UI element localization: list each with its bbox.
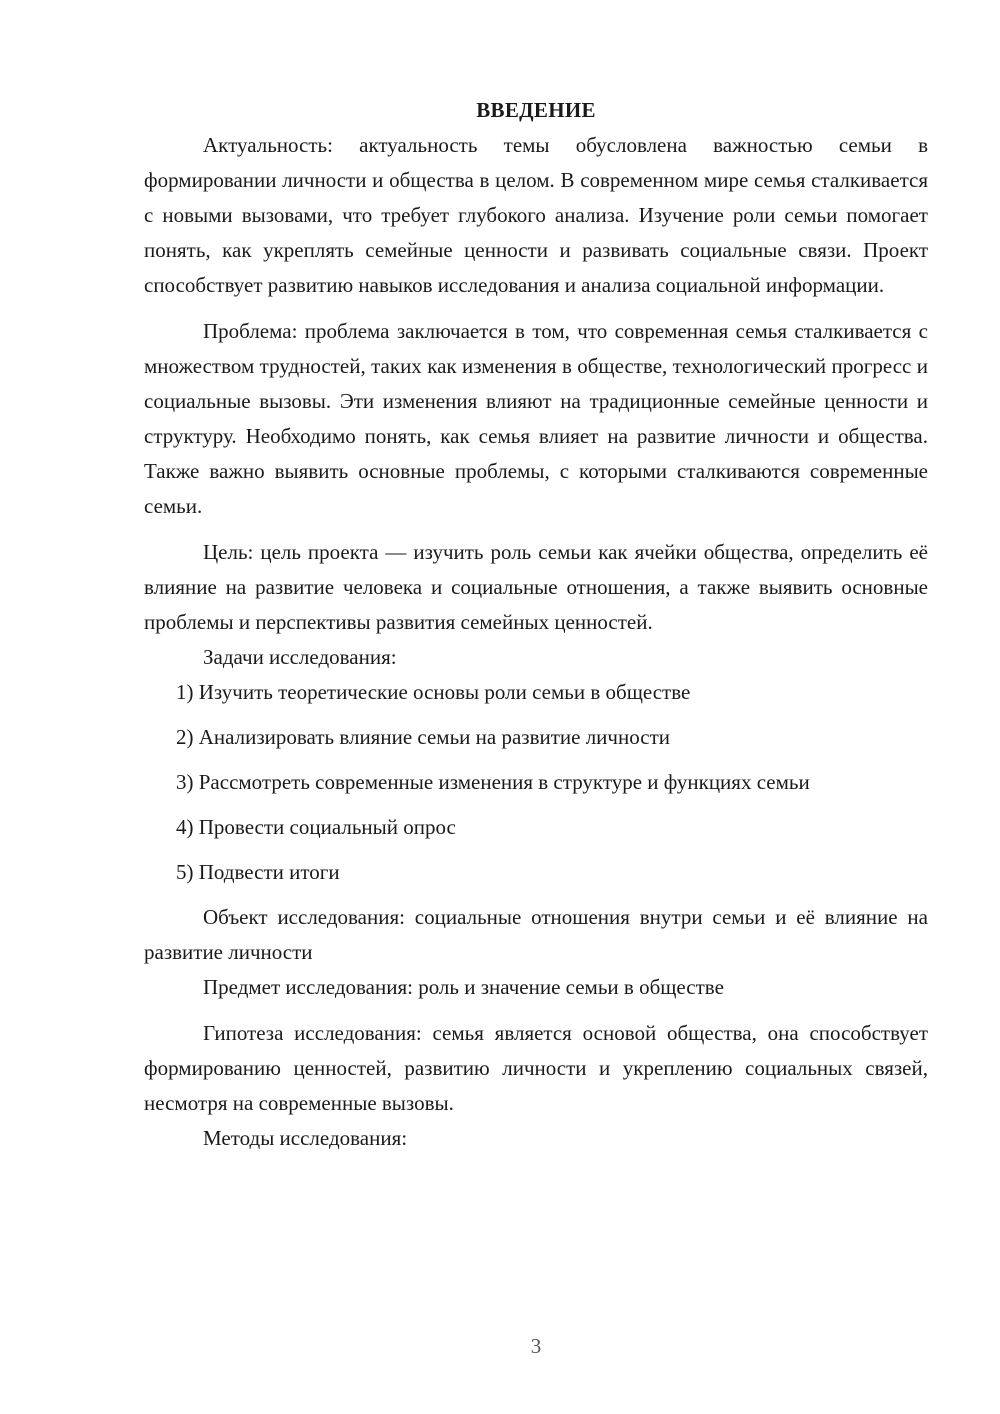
page-content [144, 93, 928, 1156]
object-paragraph: Объект исследования: социальные отношения внутри семьи и её влияние на развитие личности [144, 905, 928, 964]
page-number: 3 [530, 1334, 542, 1358]
tasks-heading: Задачи исследования: [203, 645, 397, 669]
section-title: ВВЕДЕНИЕ [476, 98, 596, 122]
relevance-paragraph: Актуальность: актуальность темы обусловлена важностью семьи в формировании личности и общества в целом. В современном мире семья сталкивается с новыми вызовами, что требует глубокого анализа. Изучение роли семьи помогает понять, как укреплять семейные ценности и развивать социальные связи. Проект способствует развитию навыков исследования и анализа социальной информации. [144, 133, 928, 297]
problem-paragraph: Проблема: проблема заключается в том, что современная семья сталкивается с множеством трудностей, таких как изменения в обществе, технологический прогресс и социальные вызовы. Эти изменения влияют на традиционные семейные ценности и структуру. Необходимо понять, как семья влияет на развитие личности и общества. Также важно выявить основные проблемы, с которыми сталкиваются современные семьи. [144, 319, 928, 518]
task-item: 3) Рассмотреть современные изменения в структуре и функциях семьи [176, 770, 810, 794]
task-item: 5) Подвести итоги [176, 860, 340, 884]
task-item: 4) Провести социальный опрос [176, 815, 456, 839]
task-item: 1) Изучить теоретические основы роли семьи в обществе [176, 680, 691, 704]
task-item: 2) Анализировать влияние семьи на развитие личности [176, 725, 670, 749]
subject-paragraph: Предмет исследования: роль и значение семьи в обществе [203, 975, 724, 999]
goal-paragraph: Цель: цель проекта — изучить роль семьи как ячейки общества, определить её влияние на развитие человека и социальные отношения, а также выявить основные проблемы и перспективы развития семейных ценностей. [144, 540, 928, 634]
hypothesis-paragraph: Гипотеза исследования: семья является основой общества, она способствует формированию ценностей, развитию личности и укреплению социальных связей, несмотря на современные вызовы. [144, 1021, 928, 1115]
tasks-list [144, 675, 928, 890]
methods-heading: Методы исследования: [203, 1126, 408, 1150]
